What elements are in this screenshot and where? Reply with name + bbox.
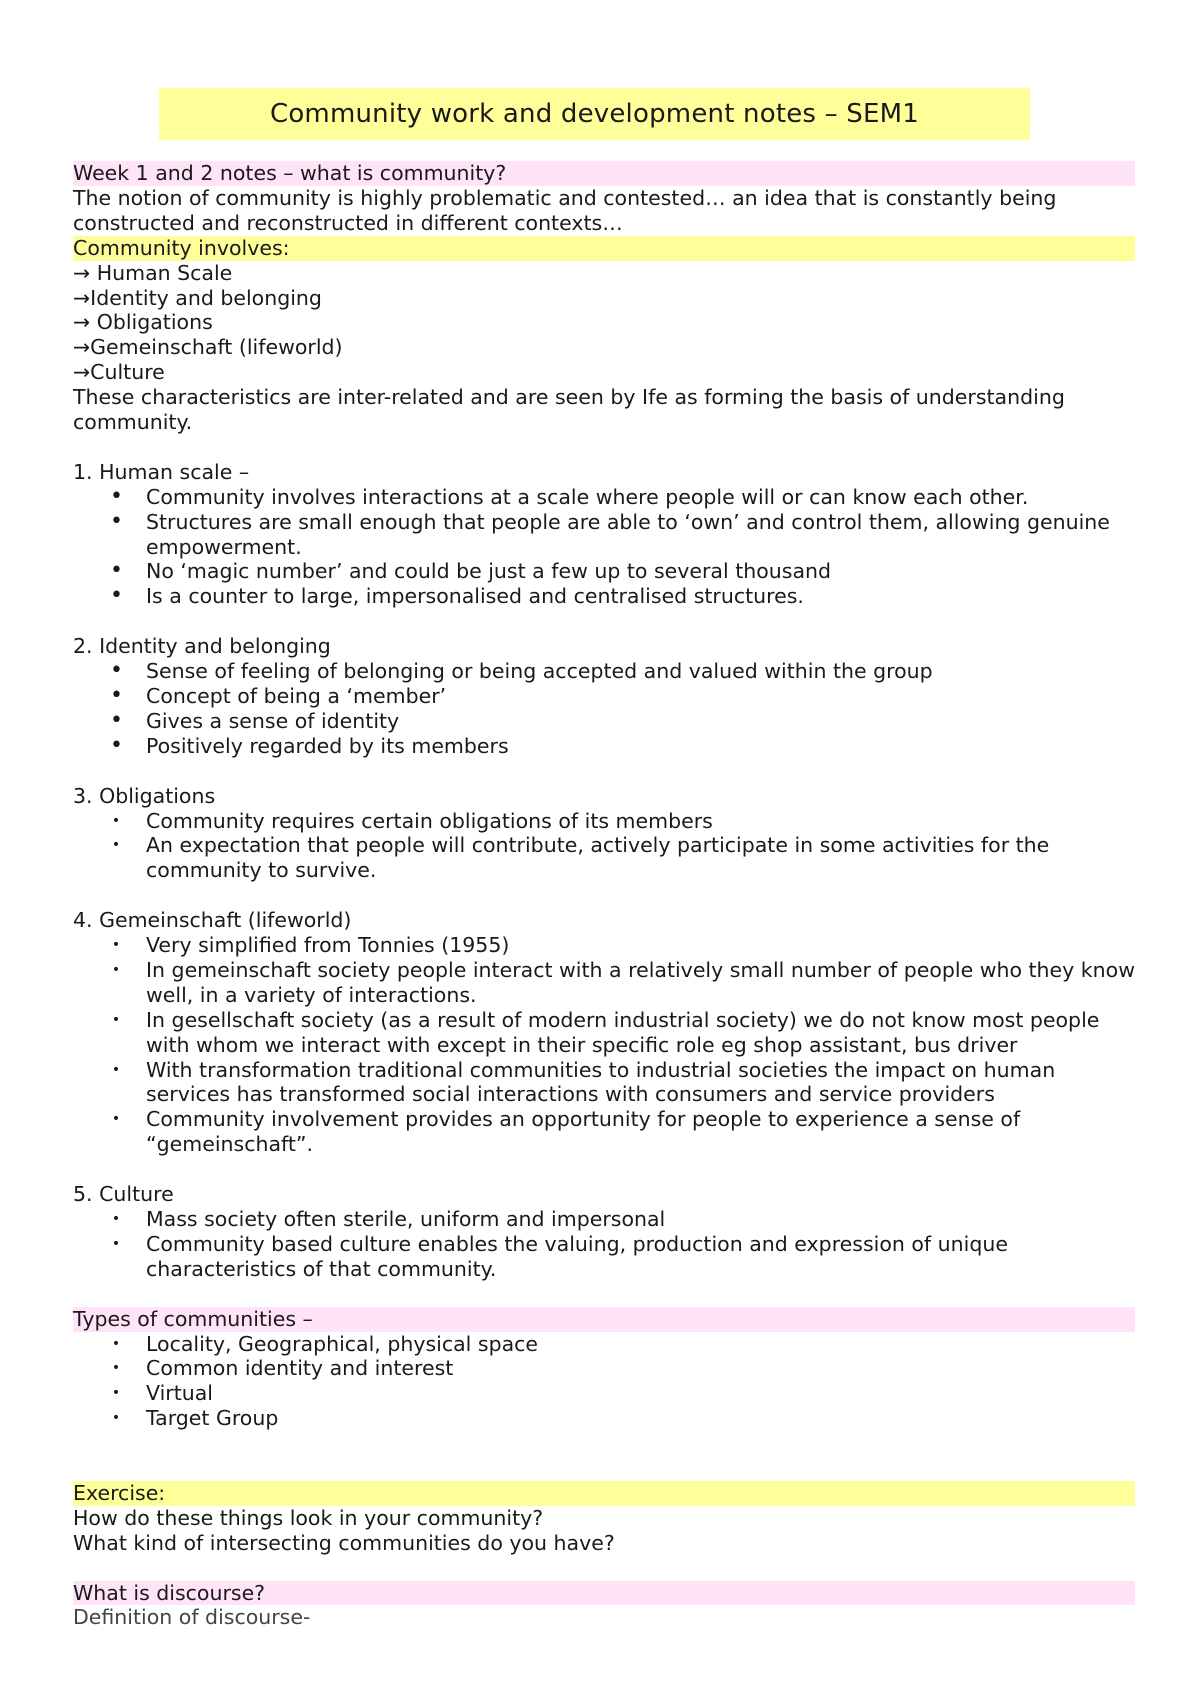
involves-heading: Community involves:: [73, 236, 1135, 261]
document-title: Community work and development notes – SEM1: [159, 88, 1030, 140]
bullet-icon: •: [111, 961, 121, 978]
list-item: • Target Group: [111, 1406, 279, 1431]
list-item: • Common identity and interest: [111, 1356, 454, 1381]
bullet-icon: •: [110, 483, 123, 509]
list-item: • Community involves interactions at a scale where people will or can know each other.: [110, 483, 1029, 509]
bullet-icon: •: [111, 1360, 121, 1377]
characteristics-paragraph: These characteristics are inter-related and are seen by Ife as forming the basis of understanding community.: [73, 385, 1065, 435]
bullet-icon: •: [111, 1335, 121, 1352]
list-item: • In gesellschaft society (as a result of modern industrial society) we do not know most people with whom we interact with except in their specific role eg shop assistant, bus driver: [111, 1007, 1100, 1057]
list-item: • Community involvement provides an opportunity for people to experience a sense of “gemeinschaft”.: [111, 1107, 1021, 1157]
list-item: • Positively regarded by its members: [110, 732, 509, 758]
section-list-human-scale: [73, 485, 1135, 610]
involves-item-culture: →Culture: [73, 360, 165, 385]
section-heading-human-scale: 1. Human scale –: [73, 459, 250, 484]
bullet-icon: •: [110, 583, 123, 609]
document-body: [73, 161, 1135, 1630]
exercise-question: How do these things look in your community?: [73, 1505, 544, 1530]
bullet-icon: •: [110, 732, 123, 758]
list-item: • Locality, Geographical, physical space: [111, 1331, 539, 1356]
exercise-heading: Exercise:: [73, 1481, 1135, 1506]
list-item: • In gemeinschaft society people interact with a relatively small number of people who they know well, in a variety of interactions.: [111, 957, 1135, 1007]
list-item: • Sense of feeling of belonging or being accepted and valued within the group: [110, 658, 933, 684]
involves-item-gemeinschaft: →Gemeinschaft (lifeworld): [73, 335, 343, 360]
bullet-icon: •: [111, 1235, 121, 1252]
list-item: • Very simplified from Tonnies (1955): [111, 933, 510, 958]
section-heading-gemeinschaft: 4. Gemeinschaft (lifeworld): [73, 908, 352, 933]
list-item: • With transformation traditional communities to industrial societies the impact on human services has transformed social interactions with consumers and service providers: [111, 1057, 1056, 1107]
intro-paragraph: The notion of community is highly problematic and contested… an idea that is constantly being constructed and reconstructed in different contexts…: [73, 185, 1057, 235]
bullet-icon: •: [110, 558, 123, 584]
discourse-heading: What is discourse?: [73, 1581, 1135, 1606]
bullet-icon: •: [111, 1385, 121, 1402]
types-list: [73, 1332, 1135, 1432]
list-item: • Structures are small enough that people are able to ‘own’ and control them, allowing genuine empowerment.: [110, 508, 1110, 559]
section-list-culture: [73, 1207, 1135, 1282]
bullet-icon: •: [111, 1061, 121, 1078]
bullet-icon: •: [111, 937, 121, 954]
list-item: • Community based culture enables the valuing, production and expression of unique characteristics of that community.: [111, 1231, 1008, 1281]
bullet-icon: •: [111, 1210, 121, 1227]
bullet-icon: •: [111, 812, 121, 829]
involves-item-identity: →Identity and belonging: [73, 285, 322, 310]
list-item: • Gives a sense of identity: [110, 707, 400, 733]
list-item: • An expectation that people will contribute, actively participate in some activities for the community to survive.: [111, 833, 1050, 883]
week-heading: Week 1 and 2 notes – what is community?: [73, 161, 1135, 186]
list-item: • Concept of being a ‘member’: [110, 683, 447, 708]
types-heading: Types of communities –: [73, 1307, 1135, 1332]
list-item: • No ‘magic number’ and could be just a few up to several thousand: [110, 558, 832, 584]
discourse-definition: Definition of discourse-: [73, 1605, 311, 1630]
section-heading-identity: 2. Identity and belonging: [73, 634, 331, 659]
exercise-question: What kind of intersecting communities do you have?: [73, 1530, 615, 1555]
section-list-gemeinschaft: [73, 933, 1135, 1157]
list-item: • Mass society often sterile, uniform and impersonal: [111, 1206, 666, 1231]
list-item: • Virtual: [111, 1381, 213, 1406]
section-list-obligations: [73, 809, 1135, 884]
bullet-icon: •: [110, 508, 123, 534]
list-item: • Community requires certain obligations of its members: [111, 808, 713, 833]
section-list-identity: [73, 659, 1135, 759]
involves-item-human-scale: → Human Scale: [73, 260, 233, 285]
bullet-icon: •: [111, 1410, 121, 1427]
involves-item-obligations: → Obligations: [73, 310, 213, 335]
section-heading-obligations: 3. Obligations: [73, 783, 216, 808]
list-item: • Is a counter to large, impersonalised and centralised structures.: [110, 583, 804, 609]
bullet-icon: •: [111, 1011, 121, 1028]
bullet-icon: •: [111, 1111, 121, 1128]
bullet-icon: •: [111, 837, 121, 854]
bullet-icon: •: [110, 707, 123, 733]
bullet-icon: •: [110, 658, 123, 684]
bullet-icon: •: [110, 683, 123, 708]
section-heading-culture: 5. Culture: [73, 1182, 174, 1207]
